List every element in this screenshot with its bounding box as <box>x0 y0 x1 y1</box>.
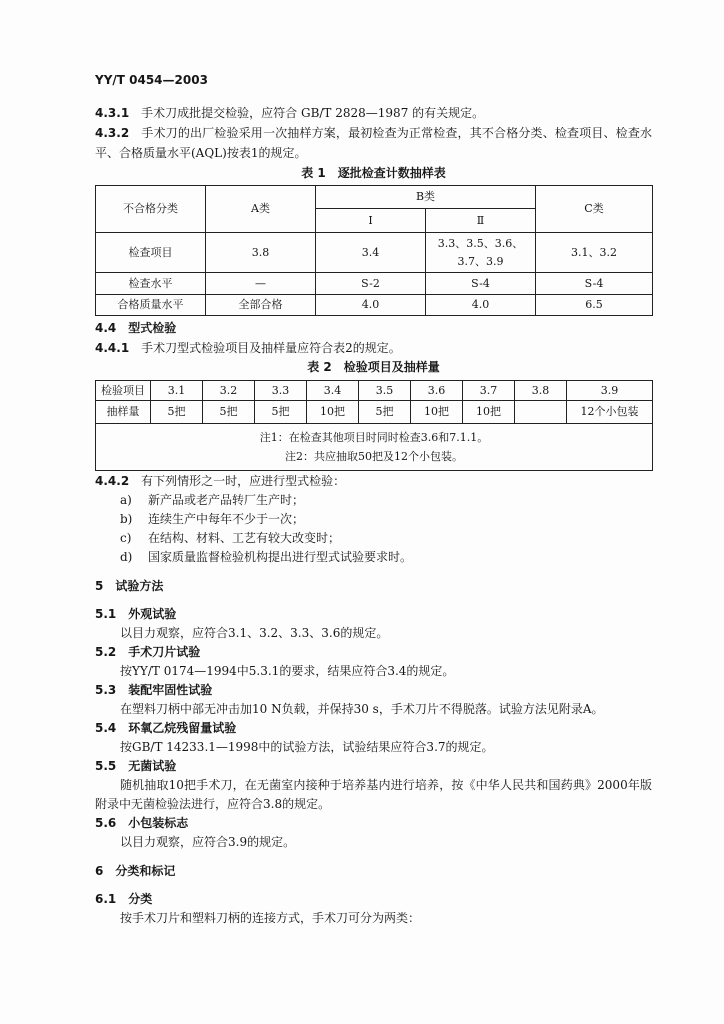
item-cell: 3.2 <box>203 381 255 401</box>
clause-number: 5.3 <box>95 683 117 697</box>
table-cell: S-4 <box>536 273 653 295</box>
table-title: 检验项目及抽样量 <box>343 360 440 374</box>
clause-number: 5.2 <box>95 645 117 659</box>
clause-title: 无菌试验 <box>128 759 177 773</box>
clause-number: 4.3.2 <box>95 126 130 140</box>
clause-number: 5.4 <box>95 721 117 735</box>
standard-code: YY/T 0454—2003 <box>95 73 208 87</box>
quantity-cell <box>515 401 567 424</box>
clause-4-3-2-line-2: 平、合格质量水平(AQL)按表1的规定。 <box>95 146 307 160</box>
clause-5-heading <box>95 578 163 594</box>
clause-title: 小包装标志 <box>128 816 189 830</box>
clause-5-5-text-line-2: 附录中无菌检验法进行，应符合3.8的规定。 <box>95 797 331 811</box>
sampling-table-1 <box>95 185 653 316</box>
quantity-cell: 5把 <box>255 401 307 424</box>
item-cell: 3.8 <box>515 381 567 401</box>
clause-5-3-text: 在塑料刀柄中部无冲击加10 N负载，并保持30 s，手术刀片不得脱落。试验方法见附录A。 <box>120 702 604 716</box>
quantity-cell: 10把 <box>411 401 463 424</box>
list-item-text: 新产品或老产品转厂生产时； <box>148 493 305 507</box>
table-cell <box>426 233 536 273</box>
list-marker: d) <box>120 550 133 564</box>
clause-number: 4.4 <box>95 321 117 335</box>
clause-number: 6.1 <box>95 892 117 906</box>
table-cell: 全部合格 <box>206 295 316 316</box>
table-row <box>96 401 653 424</box>
table-row <box>96 233 653 273</box>
header-class-a: A类 <box>206 186 316 233</box>
item-cell: 3.6 <box>411 381 463 401</box>
table-row <box>96 273 653 295</box>
list-item-text: 连续生产中每年不少于一次； <box>148 512 305 526</box>
item-cell: 3.3 <box>255 381 307 401</box>
table-cell: S-4 <box>426 273 536 295</box>
table-cell: S-2 <box>316 273 426 295</box>
table-cell: 3.8 <box>206 233 316 273</box>
item-cell: 3.7 <box>463 381 515 401</box>
row-label: 检查项目 <box>96 233 206 273</box>
table-notes <box>96 424 653 471</box>
clause-5-4-heading <box>95 720 236 736</box>
list-item <box>120 549 412 565</box>
clause-title: 试验方法 <box>115 579 164 593</box>
clause-number: 5.5 <box>95 759 117 773</box>
table-cell: 3.1、3.2 <box>536 233 653 273</box>
header-class-b-2: Ⅱ <box>426 209 536 233</box>
clause-5-1-text: 以目力观察，应符合3.1、3.2、3.3、3.6的规定。 <box>120 626 389 640</box>
table-row <box>96 295 653 316</box>
header-class-b: B类 <box>316 186 536 209</box>
clause-4-4-2 <box>95 473 345 489</box>
clause-text: 有下列情形之一时，应进行型式检验： <box>141 474 346 488</box>
clause-4-3-2-line-1 <box>95 125 652 141</box>
clause-5-3-heading <box>95 682 212 698</box>
inspection-items-table-2 <box>95 380 653 471</box>
clause-title: 分类 <box>128 892 153 906</box>
table-cell: 6.5 <box>536 295 653 316</box>
row-label: 检查水平 <box>96 273 206 295</box>
clause-number: 6 <box>95 864 104 878</box>
clause-4-4-heading <box>95 320 176 336</box>
clause-title: 手术刀片试验 <box>128 645 201 659</box>
clause-5-6-text: 以目力观察，应符合3.9的规定。 <box>120 835 296 849</box>
clause-number: 5 <box>95 579 104 593</box>
clause-4-4-1 <box>95 340 401 356</box>
clause-text: 手术刀的出厂检验采用一次抽样方案，最初检查为正常检查，其不合格分类、检查项目、检查水 <box>141 126 652 140</box>
clause-number: 4.4.2 <box>95 474 130 488</box>
quantity-cell: 10把 <box>307 401 359 424</box>
item-cell: 3.5 <box>359 381 411 401</box>
table-cell: 3.4 <box>316 233 426 273</box>
clause-number: 5.6 <box>95 816 117 830</box>
table-note: 注2：共应抽取50把及12个小包装。 <box>285 450 463 463</box>
item-cell: 3.4 <box>307 381 359 401</box>
clause-number: 4.3.1 <box>95 106 130 120</box>
table-1-caption <box>95 165 652 181</box>
row-label: 合格质量水平 <box>96 295 206 316</box>
row-label: 检验项目 <box>96 381 151 401</box>
quantity-cell: 12个小包装 <box>567 401 653 424</box>
clause-4-3-1 <box>95 105 484 121</box>
item-cell: 3.9 <box>567 381 653 401</box>
table-notes-row <box>96 424 653 471</box>
table-2-caption <box>95 359 652 375</box>
clause-number: 5.1 <box>95 607 117 621</box>
clause-5-2-heading <box>95 644 200 660</box>
clause-title: 外观试验 <box>128 607 177 621</box>
clause-title: 装配牢固性试验 <box>128 683 213 697</box>
clause-5-6-heading <box>95 815 188 831</box>
clause-6-heading <box>95 863 175 879</box>
list-item-text: 在结构、材料、工艺有较大改变时； <box>148 531 341 545</box>
clause-number: 4.4.1 <box>95 341 130 355</box>
row-label: 抽样量 <box>96 401 151 424</box>
cell-line: 3.7、3.9 <box>457 254 504 268</box>
clause-5-1-heading <box>95 606 176 622</box>
header-nonconformity-class: 不合格分类 <box>96 186 206 233</box>
clause-5-2-text: 按YY/T 0174—1994中5.3.1的要求，结果应符合3.4的规定。 <box>120 664 455 678</box>
table-cell: 4.0 <box>316 295 426 316</box>
quantity-cell: 5把 <box>203 401 255 424</box>
item-cell: 3.1 <box>151 381 203 401</box>
clause-6-1-text: 按手术刀片和塑料刀柄的连接方式，手术刀可分为两类： <box>120 911 421 925</box>
clause-5-4-text: 按GB/T 14233.1—1998中的试验方法，试验结果应符合3.7的规定。 <box>120 740 494 754</box>
table-cell: — <box>206 273 316 295</box>
clause-5-5-text-line-1: 随机抽取10把手术刀，在无菌室内接种于培养基内进行培养，按《中华人民共和国药典》2000年版 <box>120 778 652 792</box>
table-note: 注1：在检查其他项目时同时检查3.6和7.1.1。 <box>259 431 489 444</box>
clause-title: 型式检验 <box>128 321 177 335</box>
clause-text: 手术刀成批提交检验，应符合 GB/T 2828—1987 的有关规定。 <box>141 106 485 120</box>
list-item <box>120 530 340 546</box>
table-number: 表 2 <box>307 360 332 374</box>
list-item-text: 国家质量监督检验机构提出进行型式试验要求时。 <box>148 550 413 564</box>
cell-line: 3.3、3.5、3.6、 <box>437 236 524 250</box>
clause-title: 环氧乙烷残留量试验 <box>128 721 237 735</box>
quantity-cell: 5把 <box>359 401 411 424</box>
table-row <box>96 381 653 401</box>
quantity-cell: 5把 <box>151 401 203 424</box>
quantity-cell: 10把 <box>463 401 515 424</box>
table-title: 逐批检查计数抽样表 <box>337 166 446 180</box>
table-number: 表 1 <box>301 166 326 180</box>
list-item <box>120 511 304 527</box>
header-class-c: C类 <box>536 186 653 233</box>
list-item <box>120 492 304 508</box>
clause-title: 分类和标记 <box>115 864 176 878</box>
table-cell: 4.0 <box>426 295 536 316</box>
header-class-b-1: Ⅰ <box>316 209 426 233</box>
clause-6-1-heading <box>95 891 152 907</box>
list-marker: b) <box>120 512 133 526</box>
list-marker: a) <box>120 493 132 507</box>
clause-text: 手术刀型式检验项目及抽样量应符合表2的规定。 <box>141 341 401 355</box>
list-marker: c) <box>120 531 132 545</box>
clause-5-5-heading <box>95 758 176 774</box>
